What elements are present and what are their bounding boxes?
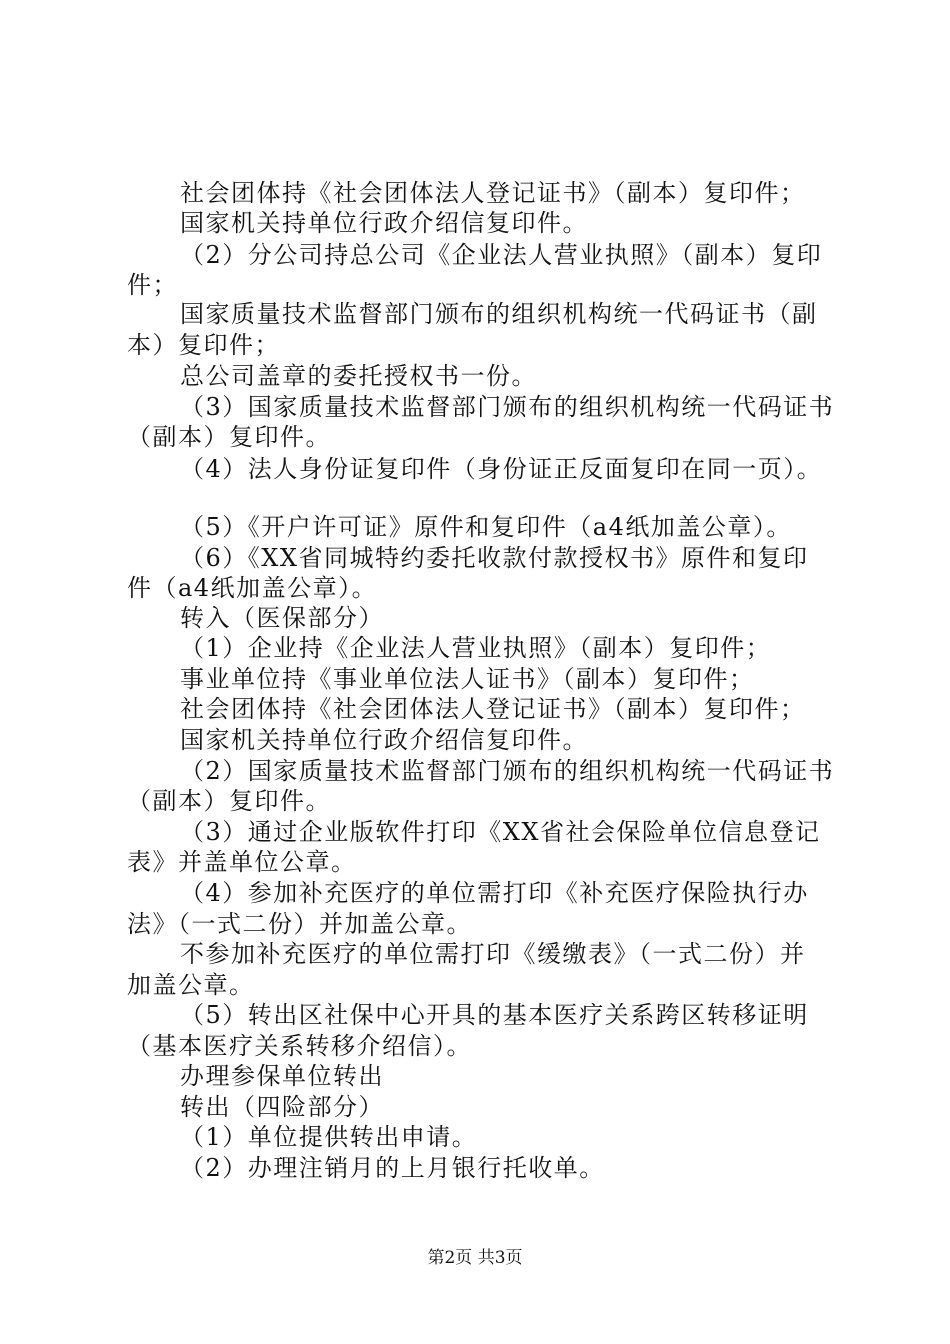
text-line-30: 转出（四险部分） <box>180 1093 384 1121</box>
text-line-12: （6）《XX省同城特约委托收款付款授权书》原件和复印 <box>180 544 809 572</box>
text-line-8: （3）国家质量技术监督部门颁布的组织机构统一代码证书 <box>180 393 835 421</box>
text-line-28: （基本医疗关系转移介绍信）。 <box>127 1032 472 1060</box>
text-line-24: 法》（一式二份）并加盖公章。 <box>127 910 472 938</box>
text-line-9: （副本）复印件。 <box>127 423 331 451</box>
text-line-19: （2）国家质量技术监督部门颁布的组织机构统一代码证书 <box>180 757 835 785</box>
text-line-16: 事业单位持《事业单位法人证书》（副本）复印件； <box>180 665 755 693</box>
text-line-10: （4）法人身份证复印件（身份证正反面复印在同一页）。 <box>180 455 823 483</box>
text-line-15: （1）企业持《企业法人营业执照》（副本）复印件； <box>180 634 772 662</box>
text-line-7: 总公司盖章的委托授权书一份。 <box>180 362 537 390</box>
text-line-27: （5）转出区社保中心开具的基本医疗关系跨区转移证明 <box>180 1001 809 1029</box>
text-line-4: 件； <box>127 271 178 299</box>
text-line-23: （4）参加补充医疗的单位需打印《补充医疗保险执行办 <box>180 879 809 907</box>
text-line-20: （副本）复印件。 <box>127 787 331 815</box>
text-line-3: （2）分公司持总公司《企业法人营业执照》（副本）复印 <box>180 241 823 269</box>
text-line-5: 国家质量技术监督部门颁布的组织机构统一代码证书（副 <box>180 300 818 328</box>
text-line-11: （5）《开户许可证》原件和复印件（a4纸加盖公章）。 <box>180 513 792 541</box>
text-line-2: 国家机关持单位行政介绍信复印件。 <box>180 209 588 237</box>
text-line-29: 办理参保单位转出 <box>180 1062 384 1090</box>
text-line-26: 加盖公章。 <box>127 971 255 999</box>
text-line-22: 表》并盖单位公章。 <box>127 848 357 876</box>
text-line-1: 社会团体持《社会团体法人登记证书》（副本）复印件； <box>180 179 806 207</box>
text-line-21: （3）通过企业版软件打印《XX省社会保险单位信息登记 <box>180 818 821 846</box>
text-line-6: 本）复印件； <box>127 331 280 359</box>
text-line-17: 社会团体持《社会团体法人登记证书》（副本）复印件； <box>180 695 806 723</box>
text-line-13: 件（a4纸加盖公章）。 <box>127 574 378 602</box>
text-line-14: 转入（医保部分） <box>180 604 384 632</box>
text-line-31: （1）单位提供转出申请。 <box>180 1123 478 1151</box>
page-footer: 第2页 共3页 <box>427 1248 523 1268</box>
text-line-18: 国家机关持单位行政介绍信复印件。 <box>180 726 588 754</box>
text-line-32: （2）办理注销月的上月银行托收单。 <box>180 1154 605 1182</box>
text-line-25: 不参加补充医疗的单位需打印《缓缴表》（一式二份）并 <box>180 940 806 968</box>
